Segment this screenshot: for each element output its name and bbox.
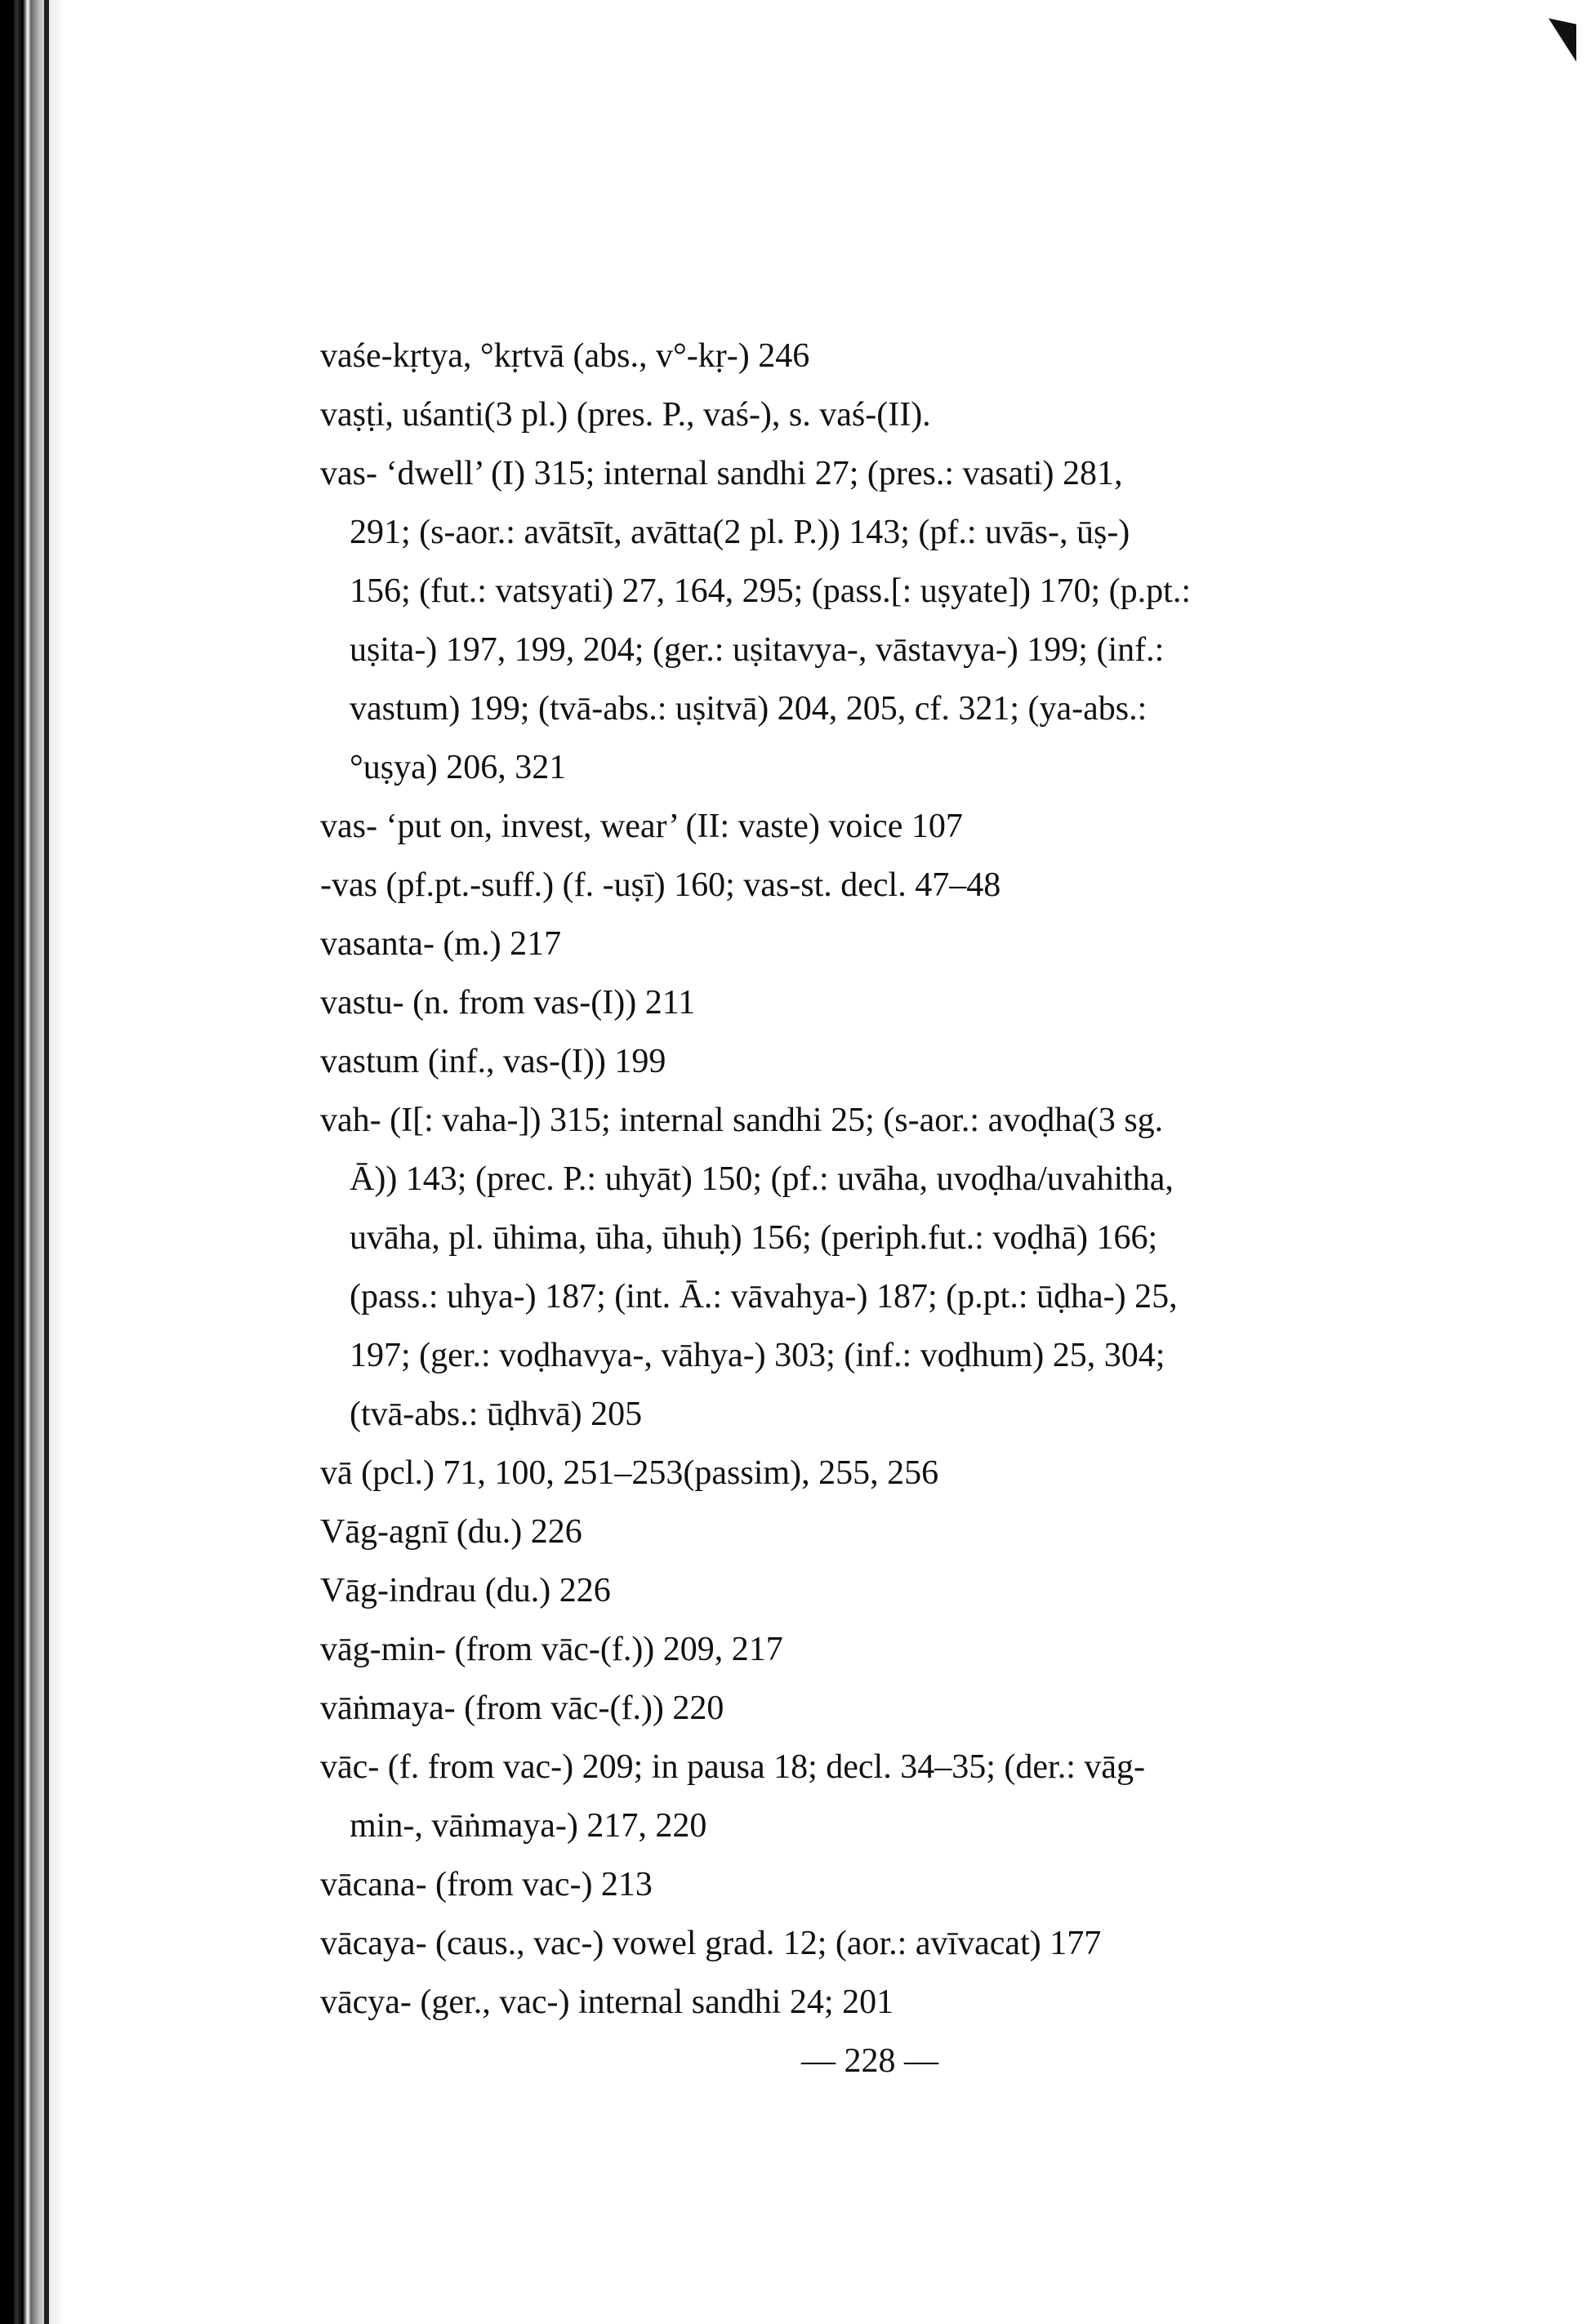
entry-line: vastum (inf., vas-(I)) 199 (320, 1043, 666, 1080)
entry-line: vā (pcl.) 71, 100, 251–253(passim), 255, 256 (320, 1454, 939, 1492)
entry-continuation-line: vastum) 199; (tvā-abs.: uṣitvā) 204, 205, cf. 321; (ya-abs.: (350, 690, 1148, 728)
entry-line: -vas (pf.pt.-suff.) (f. -uṣī) 160; vas-st. decl. 47–48 (320, 866, 1001, 904)
index-entry (320, 973, 1423, 1032)
entry-continuation-line: uṣita-) 197, 199, 204; (ger.: uṣitavya-, vāstavya-) 199; (inf.: (350, 631, 1165, 669)
scan-binding-edge (0, 0, 65, 2324)
scan-corner-mark (1549, 18, 1576, 61)
index-entry (320, 1032, 1423, 1091)
index-entry (320, 1855, 1423, 1914)
entry-line: vah- (I[: vaha-]) 315; internal sandhi 25; (s-aor.: avoḍha(3 sg. (320, 1102, 1164, 1139)
entry-line: vācaya- (caus., vac-) vowel grad. 12; (aor.: avīvacat) 177 (320, 1925, 1102, 1962)
entry-line: vas- ‘put on, invest, wear’ (II: vaste) voice 107 (320, 808, 963, 845)
index-entry (320, 856, 1423, 915)
entry-line: vāg-min- (from vāc-(f.)) 209, 217 (320, 1631, 783, 1668)
scan-dark-edge-line (44, 0, 49, 2324)
index-entry (320, 1444, 1423, 1503)
index-entries (320, 327, 1423, 2032)
index-entry (320, 1973, 1423, 2032)
index-entry (320, 444, 1423, 797)
index-entry (320, 797, 1423, 856)
index-entry (320, 327, 1423, 385)
entry-line: vaṣṭi, uśanti(3 pl.) (pres. P., vaś-), s. vaś-(II). (320, 396, 931, 434)
index-entry (320, 1620, 1423, 1679)
entry-continuation-line: uvāha, pl. ūhima, ūha, ūhuḥ) 156; (periph.fut.: voḍhā) 166; (350, 1219, 1158, 1257)
index-entry (320, 385, 1423, 444)
entry-line: vāc- (f. from vac-) 209; in pausa 18; decl. 34–35; (der.: vāg- (320, 1748, 1145, 1786)
entry-line: vaśe-kṛtya, °kṛtvā (abs., v°-kṛ-) 246 (320, 337, 810, 375)
entry-line: vācya- (ger., vac-) internal sandhi 24; 201 (320, 1983, 894, 2021)
entry-continuation-line: (tvā-abs.: ūḍhvā) 205 (350, 1396, 643, 1433)
entry-continuation-line: (pass.: uhya-) 187; (int. Ā.: vāvahya-) 187; (p.pt.: ūḍha-) 25, (350, 1278, 1178, 1316)
index-entry (320, 1679, 1423, 1738)
entry-continuation-line: 291; (s-aor.: avātsīt, avātta(2 pl. P.)) 143; (pf.: uvās-, ūṣ-) (350, 514, 1130, 551)
entry-line: vastu- (n. from vas-(I)) 211 (320, 984, 696, 1022)
entry-line: vāṅmaya- (from vāc-(f.)) 220 (320, 1690, 724, 1727)
entry-continuation-line: 156; (fut.: vatsyati) 27, 164, 295; (pass.[: uṣyate]) 170; (p.pt.: (350, 572, 1192, 610)
index-entry (320, 1561, 1423, 1620)
index-entry (320, 915, 1423, 973)
entry-line: vasanta- (m.) 217 (320, 925, 562, 963)
index-entry (320, 1914, 1423, 1973)
entry-continuation-line: °uṣya) 206, 321 (350, 749, 567, 786)
entry-line: Vāg-indrau (du.) 226 (320, 1572, 611, 1609)
index-entry (320, 1738, 1423, 1855)
entry-line: vas- ‘dwell’ (I) 315; internal sandhi 27; (pres.: vasati) 281, (320, 455, 1123, 492)
entry-continuation-line: min-, vāṅmaya-) 217, 220 (350, 1807, 707, 1845)
entry-line: Vāg-agnī (du.) 226 (320, 1513, 582, 1551)
entry-continuation-line: Ā)) 143; (prec. P.: uhyāt) 150; (pf.: uvāha, uvoḍha/uvahitha, (350, 1160, 1174, 1198)
index-entry (320, 1503, 1423, 1561)
page-number: — 228 — (801, 2042, 938, 2080)
index-entry (320, 1091, 1423, 1444)
entry-continuation-line: 197; (ger.: voḍhavya-, vāhya-) 303; (inf.: voḍhum) 25, 304; (350, 1337, 1165, 1374)
entry-line: vācana- (from vac-) 213 (320, 1866, 653, 1903)
